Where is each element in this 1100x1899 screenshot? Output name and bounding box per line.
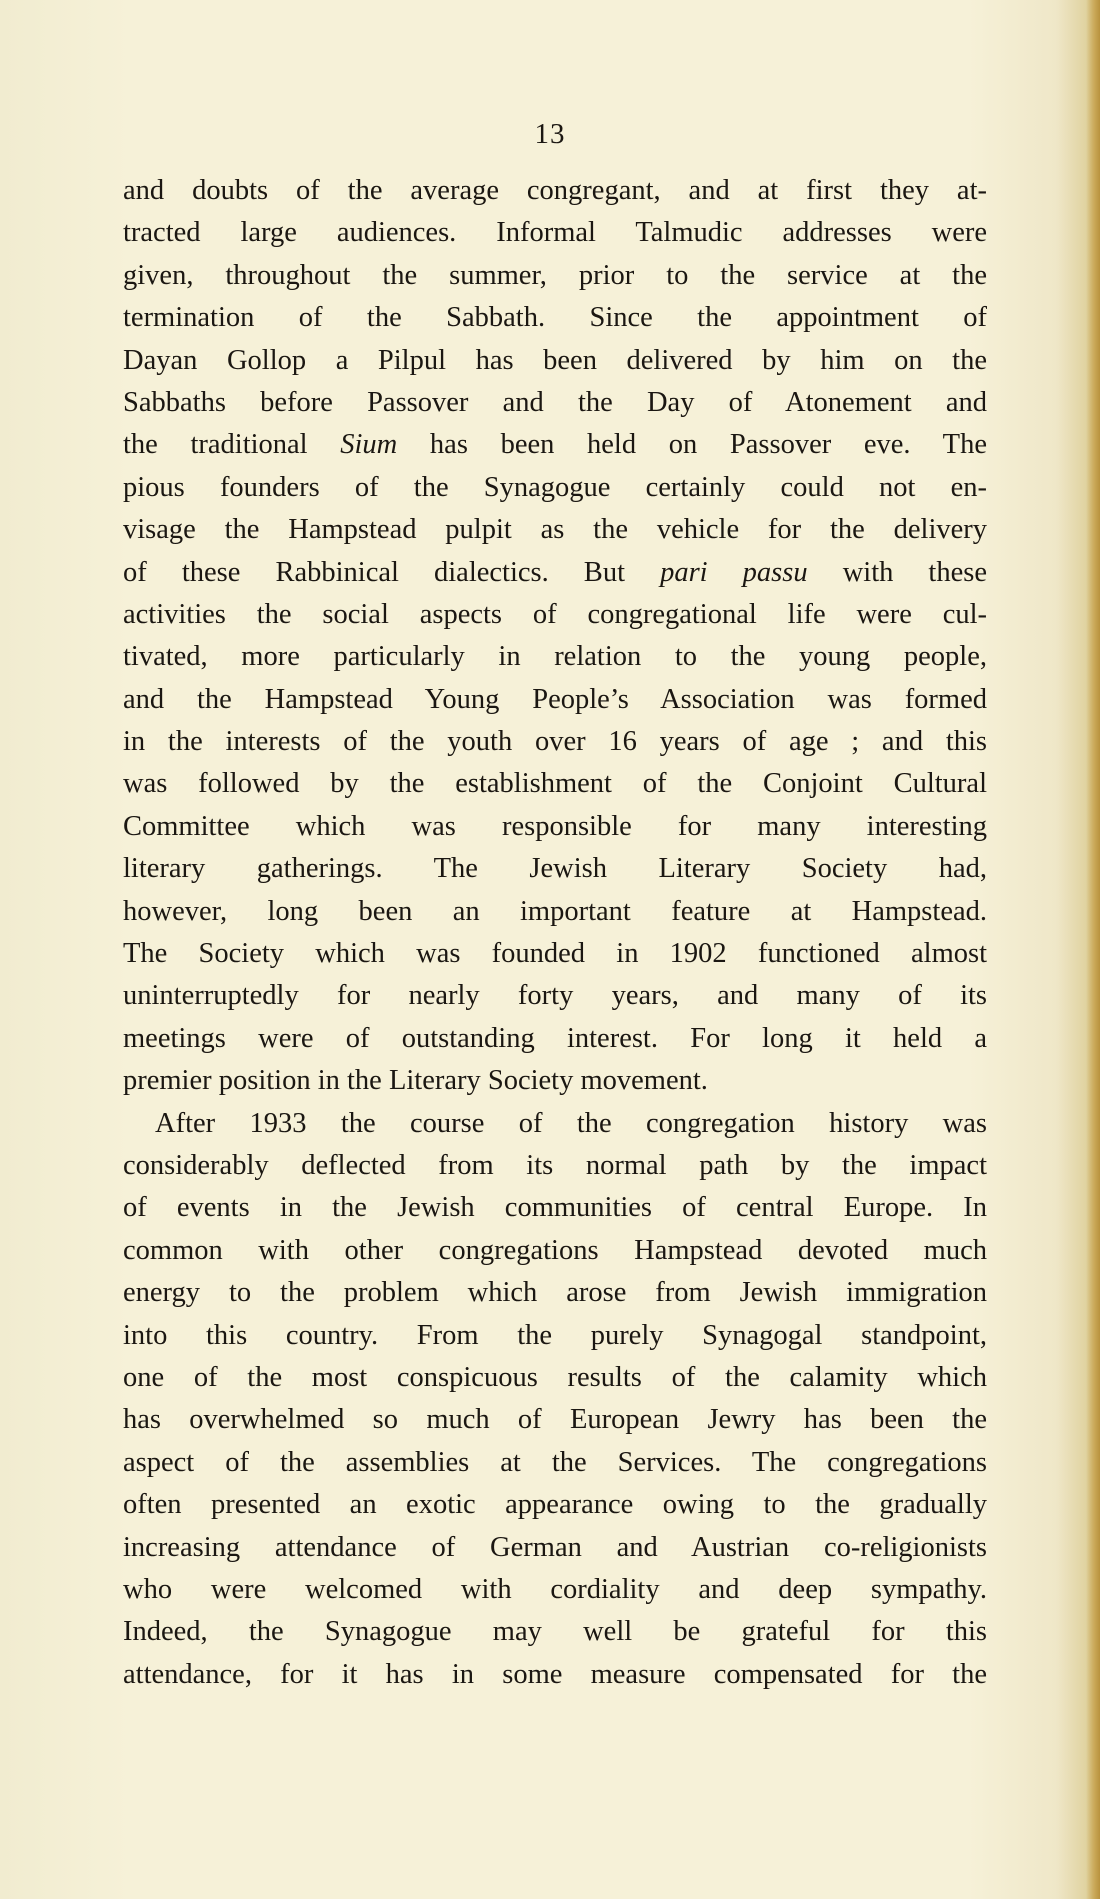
text-line: considerably deflected from its normal path by the impact: [123, 1149, 987, 1181]
body-text: [123, 170, 987, 1696]
text-line: After 1933 the course of the congregation history was: [155, 1107, 987, 1139]
text-line: given, throughout the summer, prior to the service at the: [123, 259, 987, 291]
page-number: 13: [534, 118, 566, 150]
paragraph: [123, 1103, 987, 1696]
text-line: tracted large audiences. Informal Talmudic addresses were: [123, 217, 987, 249]
text-line: Sabbaths before Passover and the Day of Atonement and: [123, 386, 987, 418]
text-line: and doubts of the average congregant, and at first they at-: [123, 175, 987, 206]
text-line: however, long been an important feature at Hampstead.: [123, 895, 987, 927]
text-line: Indeed, the Synagogue may well be grateful for this: [123, 1616, 987, 1648]
text-line: attendance, for it has in some measure compensated for the: [123, 1658, 987, 1690]
text-line: into this country. From the purely Synagogal standpoint,: [123, 1319, 987, 1351]
text-line: and the Hampstead Young People’s Association was formed: [123, 683, 987, 715]
text-line: one of the most conspicuous results of the calamity which: [123, 1361, 987, 1393]
italic-term: pari passu: [660, 556, 808, 588]
paragraph: [123, 170, 987, 1103]
text-line: of events in the Jewish communities of central Europe. In: [123, 1192, 987, 1224]
text-line: activities the social aspects of congregational life were cul-: [123, 598, 987, 630]
text-line: energy to the problem which arose from Jewish immigration: [123, 1277, 987, 1309]
text-line: termination of the Sabbath. Since the appointment of: [123, 302, 987, 334]
page-edge-shadow: [1086, 0, 1100, 1899]
text-line: The Society which was founded in 1902 functioned almost: [123, 938, 987, 970]
text-line: increasing attendance of German and Austrian co-religionists: [123, 1531, 987, 1563]
text-line: has overwhelmed so much of European Jewry has been the: [123, 1404, 987, 1436]
text-line: Dayan Gollop a Pilpul has been delivered by him on the: [123, 344, 987, 376]
text-line: pious founders of the Synagogue certainly could not en-: [123, 471, 987, 503]
text-line: tivated, more particularly in relation to the young people,: [123, 641, 987, 673]
text-line: Committee which was responsible for many interesting: [123, 810, 987, 842]
text-line: who were welcomed with cordiality and deep sympathy.: [123, 1573, 987, 1605]
text-line: in the interests of the youth over 16 years of age ; and this: [123, 726, 987, 758]
text-line: meetings were of outstanding interest. For long it held a: [123, 1022, 987, 1054]
text-line: common with other congregations Hampstead devoted much: [123, 1234, 987, 1266]
text-line: the traditional Sium has been held on Passover eve. The: [123, 429, 987, 461]
text-line: aspect of the assemblies at the Services. The congregations: [123, 1446, 987, 1478]
text-line: of these Rabbinical dialectics. But pari passu with these: [123, 556, 987, 588]
text-line: uninterruptedly for nearly forty years, and many of its: [123, 980, 987, 1012]
text-line: often presented an exotic appearance owing to the gradually: [123, 1489, 987, 1521]
text-line: visage the Hampstead pulpit as the vehicle for the delivery: [123, 514, 987, 546]
text-line: premier position in the Literary Society movement.: [123, 1065, 708, 1097]
text-line: literary gatherings. The Jewish Literary Society had,: [123, 853, 987, 885]
italic-term: Sium: [340, 429, 398, 461]
text-line: was followed by the establishment of the Conjoint Cultural: [123, 768, 987, 800]
